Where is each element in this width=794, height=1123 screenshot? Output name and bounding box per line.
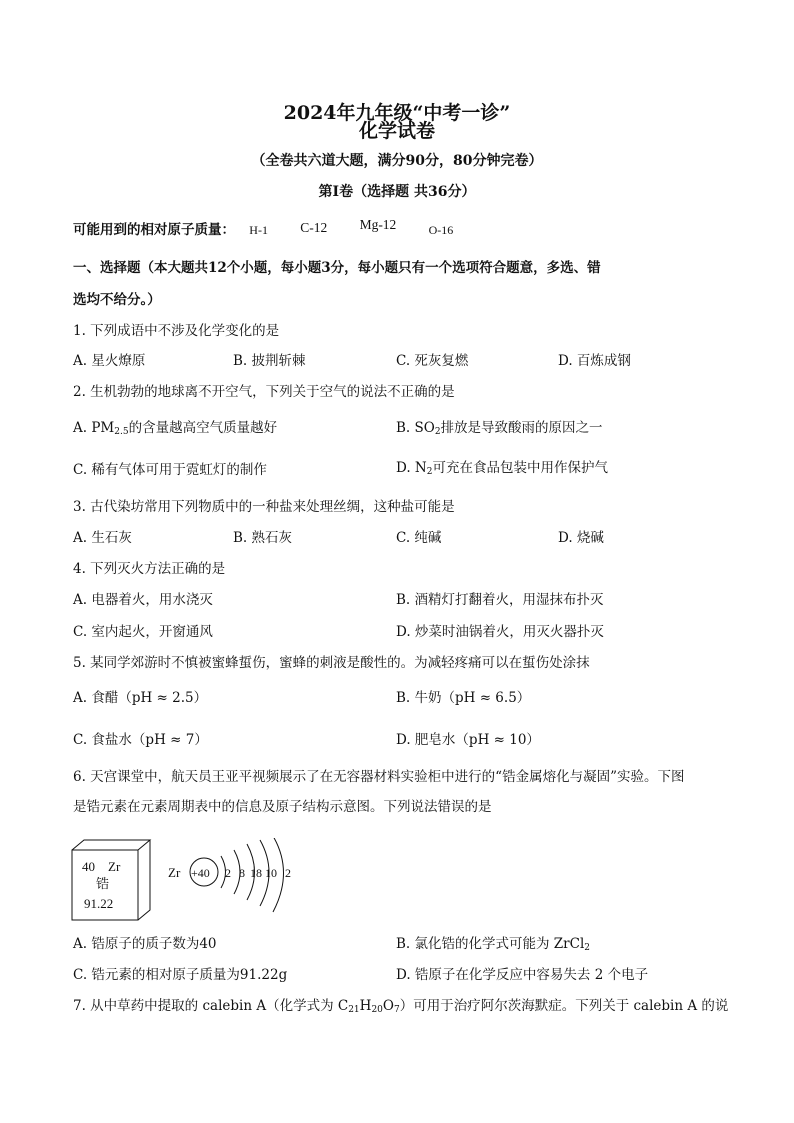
q7-sub-h: 20 <box>371 1005 383 1015</box>
atomic-mass-label: 可能用到的相对原子质量： <box>73 222 235 238</box>
q5-stem: 5. 某同学郊游时不慎被蜜蜂蜇伤，蜜蜂的刺液是酸性的。为减轻疼痛可以在蜇伤处涂抹 <box>73 655 590 671</box>
q2-option-a <box>73 416 277 437</box>
shell-electrons-2: 8 <box>239 866 245 880</box>
q6-option-a: A. 锆原子的质子数为40 <box>73 936 217 952</box>
atomic-mass-mg: Mg-12 <box>359 217 397 232</box>
volume-title: 第Ⅰ卷（选择题 共36分） <box>318 184 476 200</box>
q4-option-d: D. 炒菜时油锅着火，用灭火器扑灭 <box>396 624 604 640</box>
q4-option-c: C. 室内起火，开窗通风 <box>73 624 213 640</box>
q6-b-sub: 2 <box>584 943 591 953</box>
q3-option-d: D. 烧碱 <box>558 530 604 546</box>
q2-option-d <box>396 456 608 477</box>
q6-option-c: C. 锆元素的相对原子质量为91.22g <box>73 967 288 983</box>
q5-option-d: D. 肥皂水（pH ≈ 10） <box>396 732 540 748</box>
q4-option-b: B. 酒精灯打翻着火，用湿抹布扑灭 <box>396 592 604 608</box>
exam-note: （全卷共六道大题，满分90分，80分钟完卷） <box>251 153 543 169</box>
shell-electrons-5: 2 <box>285 866 291 880</box>
atomic-mass-line <box>73 218 453 238</box>
q6-stem-line1: 6. 天宫课堂中，航天员王亚平视频展示了在无容器材料实验柜中进行的“锆金属熔化与凝固”实验。下图 <box>73 769 685 785</box>
element-mass: 91.22 <box>84 896 114 911</box>
atomic-mass-h: H-1 <box>249 223 268 237</box>
shell-electrons-3: 18 <box>250 866 262 880</box>
exam-title: 2024年九年级“中考一诊” <box>283 102 511 124</box>
q1-stem: 1. 下列成语中不涉及化学变化的是 <box>73 323 280 339</box>
q3-option-b: B. 熟石灰 <box>233 530 293 546</box>
q2-a-text: 的含量越高空气质量越好 <box>128 420 278 436</box>
q5-option-a: A. 食醋（pH ≈ 2.5） <box>73 690 208 706</box>
q1-option-c: C. 死灰复燃 <box>396 353 469 369</box>
q5-option-b: B. 牛奶（pH ≈ 6.5） <box>396 690 531 706</box>
q3-stem: 3. 古代染坊常用下列物质中的一种盐来处理丝绸，这种盐可能是 <box>73 499 455 515</box>
q4-option-a: A. 电器着火，用水浇灭 <box>73 592 213 608</box>
exam-subject: 化学试卷 <box>358 120 435 142</box>
element-number: 40 <box>82 859 95 874</box>
q4-stem: 4. 下列灭火方法正确的是 <box>73 561 226 577</box>
zirconium-figure <box>70 838 310 922</box>
shell-electrons-4: 10 <box>265 866 277 880</box>
atom-nucleus-charge: +40 <box>191 866 210 880</box>
q7-o: O <box>382 998 394 1014</box>
q2-b-prefix: B. SO <box>396 420 435 436</box>
section-heading-line1: 一、选择题（本大题共12个小题，每小题3分，每小题只有一个选项符合题意，多选、错 <box>73 260 601 276</box>
q2-a-pm: PM <box>91 420 115 436</box>
q2-d-prefix: D. N <box>396 460 427 476</box>
atomic-mass-o: O-16 <box>428 223 454 237</box>
q7-h: H <box>359 998 372 1014</box>
section-heading-line2: 选均不给分。） <box>73 292 161 308</box>
q7-sub-c: 21 <box>348 1005 360 1015</box>
q7-stem <box>73 994 728 1015</box>
q6-stem-line2: 是锆元素在元素周期表中的信息及原子结构示意图。下列说法错误的是 <box>73 799 492 815</box>
q2-d-text: 可充在食品包装中用作保护气 <box>432 460 608 476</box>
q2-a-sub: 2.5 <box>114 427 129 437</box>
q2-d-sub: 2 <box>426 467 433 477</box>
q7-text-post: ）可用于治疗阿尔茨海默症。下列关于 calebin A 的说 <box>399 998 729 1014</box>
q1-option-b: B. 披荆斩棘 <box>233 353 306 369</box>
q1-option-a: A. 星火燎原 <box>73 353 146 369</box>
q2-b-text: 排放是导致酸雨的原因之一 <box>440 420 603 436</box>
q2-option-c: C. 稀有气体可用于霓虹灯的制作 <box>73 462 267 478</box>
q2-stem: 2. 生机勃勃的地球离不开空气，下列关于空气的说法不正确的是 <box>73 384 455 400</box>
shell-electrons-1: 2 <box>225 866 231 880</box>
q3-option-a: A. 生石灰 <box>73 530 132 546</box>
q7-sub-o: 7 <box>393 1005 400 1015</box>
q2-option-b <box>396 416 603 437</box>
q2-b-sub: 2 <box>434 427 441 437</box>
q6-option-d: D. 锆原子在化学反应中容易失去 2 个电子 <box>396 967 649 983</box>
q6-b-prefix: B. 氯化锆的化学式可能为 ZrCl <box>396 936 585 952</box>
q5-option-c: C. 食盐水（pH ≈ 7） <box>73 732 208 748</box>
element-symbol: Zr <box>108 859 121 874</box>
q1-option-d: D. 百炼成钢 <box>558 353 631 369</box>
q3-option-c: C. 纯碱 <box>396 530 442 546</box>
q7-text-pre: 7. 从中草药中提取的 calebin A（化学式为 C <box>73 998 349 1014</box>
q2-a-prefix: A. <box>73 420 92 436</box>
element-name: 锆 <box>96 877 110 892</box>
q6-option-b <box>396 932 590 953</box>
atomic-mass-c: C-12 <box>300 220 328 235</box>
atom-symbol: Zr <box>168 865 181 880</box>
